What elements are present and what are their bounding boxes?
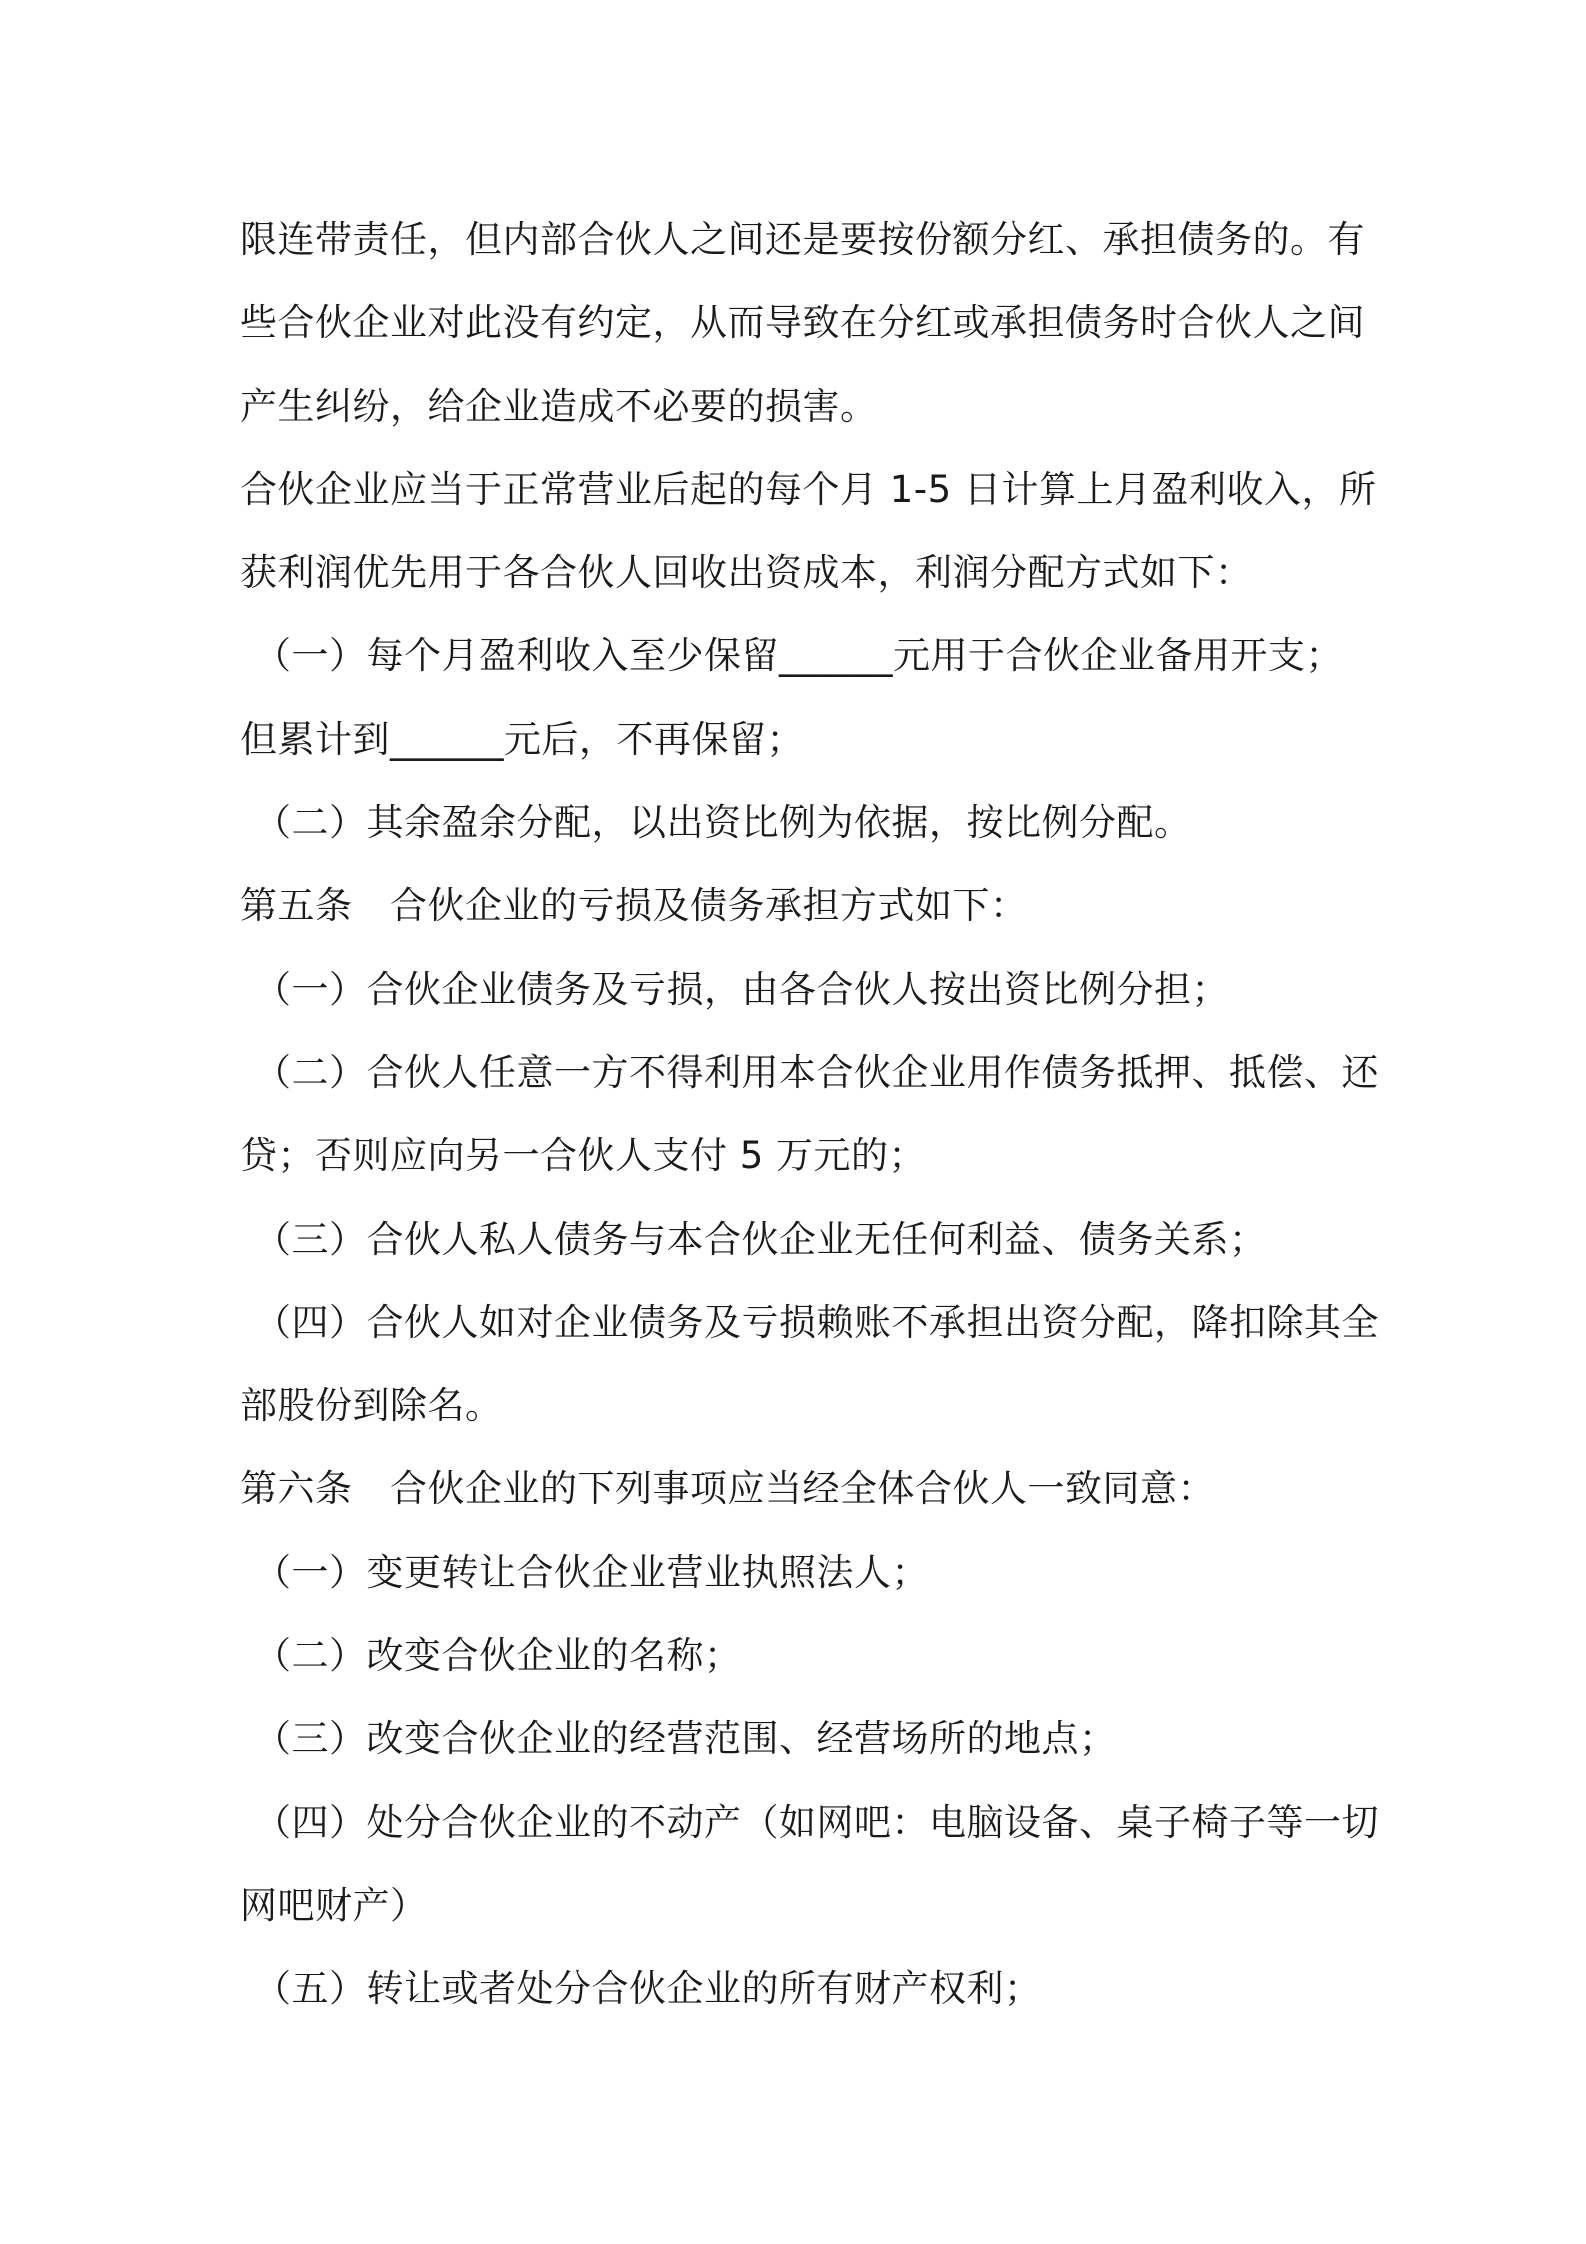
list-item: （五）转让或者处分合伙企业的所有财产权利；	[254, 1967, 1042, 2011]
text-line: 合伙企业应当于正常营业后起的每个月 1-5 日计算上月盈利收入，所	[240, 467, 1377, 511]
article-heading: 第六条 合伙企业的下列事项应当经全体合伙人一致同意：	[240, 1467, 1215, 1511]
list-item: （二）其余盈余分配，以出资比例为依据，按比例分配。	[254, 801, 1192, 845]
text-line: 贷；否则应向另一合伙人支付 5 万元的；	[240, 1134, 927, 1178]
list-item: （三）改变合伙企业的经营范围、经营场所的地点；	[254, 1717, 1117, 1761]
list-item: （三）合伙人私人债务与本合伙企业无任何利益、债务关系；	[254, 1217, 1267, 1261]
text-line: 限连带责任，但内部合伙人之间还是要按份额分红、承担债务的。有	[240, 218, 1365, 261]
list-item: （四）合伙人如对企业债务及亏损赖账不承担出资分配，降扣除其全	[254, 1300, 1379, 1344]
text-line: 网吧财产）	[240, 1883, 428, 1927]
list-item: （四）处分合伙企业的不动产（如网吧：电脑设备、桌子椅子等一切	[254, 1800, 1379, 1844]
list-item: （一）每个月盈利收入至少保留______元用于合伙企业备用开支；	[254, 634, 1343, 678]
text-line: 部股份到除名。	[240, 1384, 503, 1428]
list-item: （一）合伙企业债务及亏损，由各合伙人按出资比例分担；	[254, 967, 1229, 1011]
article-heading: 第五条 合伙企业的亏损及债务承担方式如下：	[240, 884, 1028, 928]
list-item: （二）改变合伙企业的名称；	[254, 1634, 742, 1678]
text-line: 获利润优先用于各合伙人回收出资成本，利润分配方式如下：	[240, 551, 1253, 595]
list-item: （一）变更转让合伙企业营业执照法人；	[254, 1550, 929, 1594]
text-line: 产生纠纷，给企业造成不必要的损害。	[240, 384, 878, 428]
text-line: 但累计到______元后，不再保留；	[240, 717, 804, 761]
text-line: 些合伙企业对此没有约定，从而导致在分红或承担债务时合伙人之间	[240, 301, 1365, 345]
list-item: （二）合伙人任意一方不得利用本合伙企业用作债务抵押、抵偿、还	[254, 1050, 1379, 1094]
document-body	[240, 198, 1379, 2031]
